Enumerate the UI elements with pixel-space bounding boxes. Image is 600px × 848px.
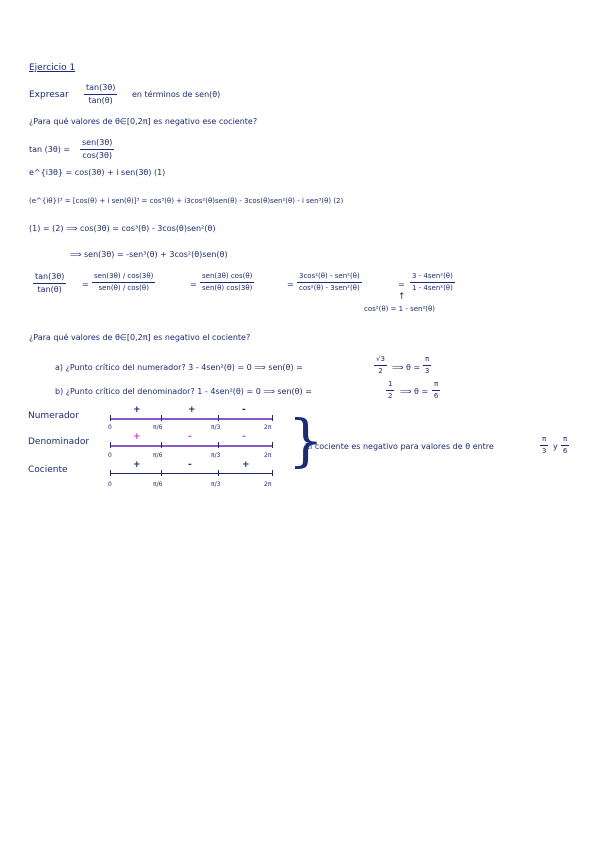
statement-prefix: Expresar — [29, 90, 69, 100]
quot-f3-den: sen(θ) cos(3θ) — [202, 284, 253, 292]
quot-frac-2 — [92, 273, 155, 292]
analysis-b-den: 2 — [388, 392, 393, 400]
sign-coc-1: + — [133, 460, 141, 470]
conclusion-frac-1 — [540, 436, 548, 455]
analysis-a-res-den: 3 — [424, 367, 430, 375]
tick — [161, 442, 162, 448]
tick-label: 2π — [264, 481, 272, 488]
tick — [272, 442, 273, 448]
axis-denominador — [110, 445, 272, 447]
axis-cociente — [110, 473, 272, 474]
analysis-b-num: 1 — [386, 381, 394, 391]
analysis-a-text: a) ¿Punto crítico del numerador? 3 - 4sen²(θ) = 0 ⟹ sen(θ) = — [55, 363, 303, 372]
sign-coc-3: + — [242, 460, 250, 470]
conclusion-num-1: π — [540, 436, 548, 446]
analysis-a-den: 2 — [378, 367, 383, 375]
statement-frac-num: tan(3θ) — [84, 84, 117, 95]
tick-label: π/6 — [153, 424, 163, 431]
statement-fraction — [84, 84, 117, 105]
tick-label: π/3 — [211, 452, 221, 459]
quot-eq-1: = — [82, 280, 89, 289]
analysis-question: ¿Para qué valores de θ∈[0,2π] es negativo el cociente? — [29, 333, 251, 342]
analysis-b-text: b) ¿Punto crítico del denominador? 1 - 4sen²(θ) = 0 ⟹ sen(θ) = — [55, 387, 312, 396]
tan3-den: cos(3θ) — [82, 151, 113, 160]
conclusion-den-2: 6 — [562, 447, 568, 455]
conclusion-num-2: π — [561, 436, 569, 446]
quot-f3-num: sen(3θ) cos(θ) — [200, 273, 254, 283]
quot-f4-den: cos²(θ) - 3sen²(θ) — [299, 284, 360, 292]
quot-frac-3 — [200, 273, 254, 292]
analysis-a-result — [423, 356, 431, 375]
conclusion-den-1: 3 — [541, 447, 547, 455]
row-label-cociente: Cociente — [28, 465, 68, 475]
quot-f5-num: 3 - 4sen²(θ) — [410, 273, 455, 283]
right-brace: } — [288, 409, 324, 474]
tick — [272, 470, 273, 476]
cube-expansion: (e^{iθ})³ = [cos(θ) + i sen(θ)]³ = cos³(θ) + i3cos²(θ)sen(θ) - 3cos(θ)sen²(θ) - i sen³(θ) (2) — [29, 197, 344, 205]
tick — [218, 442, 219, 448]
quot-frac-4 — [297, 273, 362, 292]
statement-question: ¿Para qué valores de θ∈[0,2π] es negativo ese cociente? — [29, 117, 258, 126]
tick-label: π/6 — [153, 481, 163, 488]
quot-f4-num: 3cos²(θ) - sen²(θ) — [297, 273, 362, 283]
analysis-b-frac — [386, 381, 394, 400]
analysis-a-arrow: ⟹ θ = — [392, 363, 421, 372]
quot-frac-5 — [410, 273, 455, 292]
analysis-b-res-den: 6 — [433, 392, 439, 400]
analysis-b-res-num: π — [432, 381, 440, 391]
tick-label: π/3 — [211, 481, 221, 488]
analysis-a-res-num: π — [423, 356, 431, 366]
analysis-b-arrow: ⟹ θ = — [400, 387, 429, 396]
tick — [218, 470, 219, 476]
sign-num-2: + — [188, 405, 196, 415]
sign-num-3: - — [242, 405, 246, 415]
quot-f1-den: tan(θ) — [37, 285, 62, 294]
sign-den-2: - — [188, 432, 192, 442]
quot-eq-3: = — [287, 280, 294, 289]
row-label-numerador: Numerador — [28, 411, 79, 421]
tick-label: 0 — [108, 452, 112, 459]
axis-numerador — [110, 418, 272, 420]
quot-eq-2: = — [190, 280, 197, 289]
tick — [110, 442, 111, 448]
row-label-denominador: Denominador — [28, 437, 90, 447]
conclusion-frac-2 — [561, 436, 569, 455]
quot-frac-1 — [33, 273, 66, 294]
cos3-identity: (1) = (2) ⟹ cos(3θ) = cos³(θ) - 3cos(θ)sen²(θ) — [29, 224, 216, 233]
sign-den-3: - — [242, 432, 246, 442]
sign-coc-2: - — [188, 460, 192, 470]
tick — [161, 415, 162, 421]
euler-formula: e^{i3θ} = cos(3θ) + i sen(3θ) (1) — [29, 168, 166, 177]
analysis-a-num: √3 — [374, 356, 387, 366]
quot-f2-num: sen(3θ) / cos(3θ) — [92, 273, 155, 283]
tick-label: π/3 — [211, 424, 221, 431]
conclusion-and: y — [553, 442, 558, 451]
tick — [218, 415, 219, 421]
quot-f5-den: 1 - 4sen²(θ) — [412, 284, 453, 292]
tick — [110, 470, 111, 476]
quot-eq-4: = — [398, 280, 405, 289]
conclusion-text: El cociente es negativo para valores de θ entre — [305, 442, 494, 451]
quot-f1-num: tan(3θ) — [33, 273, 66, 284]
tan3-num: sen(3θ) — [80, 139, 114, 150]
page-title: Ejercicio 1 — [29, 63, 76, 73]
tick-label: π/6 — [153, 452, 163, 459]
tick-label: 0 — [108, 481, 112, 488]
statement-frac-den: tan(θ) — [88, 96, 113, 105]
tick-label: 0 — [108, 424, 112, 431]
tan3-lhs: tan (3θ) = — [29, 145, 71, 154]
quot-note: cos²(θ) = 1 - sen²(θ) — [364, 305, 436, 313]
tick-label: 2π — [264, 452, 272, 459]
sin3-identity: ⟹ sen(3θ) = -sen³(θ) + 3cos²(θ)sen(θ) — [70, 250, 228, 259]
tick — [272, 415, 273, 421]
statement-suffix: en términos de sen(θ) — [132, 90, 221, 99]
sign-den-1: + — [133, 432, 141, 442]
up-arrow-icon: ↑ — [398, 292, 406, 302]
analysis-b-result — [432, 381, 440, 400]
tick-label: 2π — [264, 424, 272, 431]
quot-f2-den: sen(θ) / cos(θ) — [98, 284, 149, 292]
sign-num-1: + — [133, 405, 141, 415]
tick — [161, 470, 162, 476]
tan3-fraction — [80, 139, 114, 160]
tick — [110, 415, 111, 421]
analysis-a-frac — [374, 356, 387, 375]
